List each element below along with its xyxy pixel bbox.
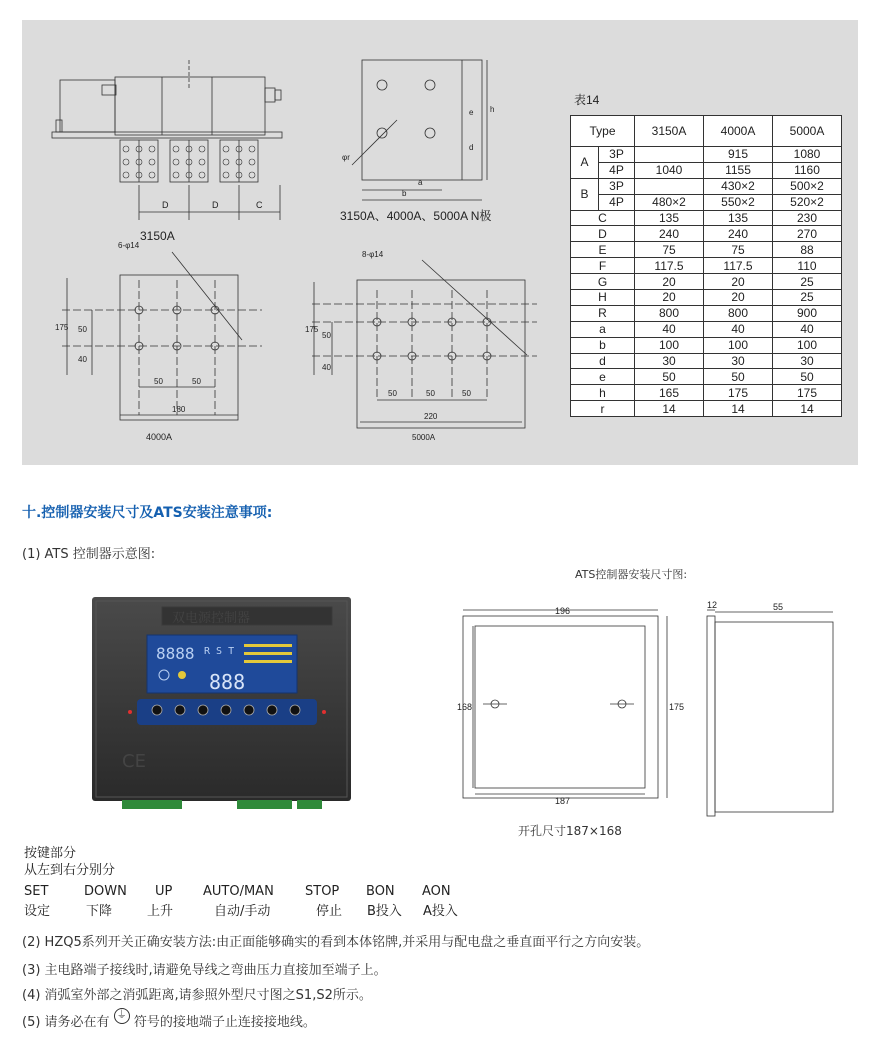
holes-5000a: 8-φ14 bbox=[362, 250, 384, 259]
table-cell: 100 bbox=[635, 337, 704, 353]
note-5 bbox=[22, 1008, 316, 1030]
table-cell: 30 bbox=[773, 353, 842, 369]
table-row bbox=[571, 369, 842, 385]
table-row bbox=[571, 305, 842, 321]
dim-d-label-1: D bbox=[162, 200, 169, 210]
key-zh: 自动/手动 bbox=[214, 904, 271, 919]
keys-subheading: 从左到右分别分 bbox=[24, 863, 116, 878]
table-row bbox=[571, 337, 842, 353]
table-cell: 20 bbox=[704, 290, 773, 306]
key-zh: 上升 bbox=[147, 904, 174, 919]
table-cell: d bbox=[571, 353, 635, 369]
key-en: STOP bbox=[305, 884, 340, 899]
drawing-caption: ATS控制器安装尺寸图: bbox=[575, 568, 688, 581]
table-cell: 20 bbox=[635, 274, 704, 290]
key-zh: 下降 bbox=[86, 904, 113, 919]
table-cell: 14 bbox=[635, 401, 704, 417]
dim-b-label: b bbox=[402, 189, 407, 198]
table-cell bbox=[635, 178, 704, 194]
dim-55: 55 bbox=[773, 602, 784, 612]
table-cell: 135 bbox=[704, 210, 773, 226]
dim-175-4000a: 175 bbox=[55, 323, 69, 332]
key-zh: 设定 bbox=[24, 904, 51, 919]
dim-r-label: φr bbox=[342, 153, 350, 162]
label-5000a: 5000A bbox=[412, 433, 436, 442]
dim-50-vert-4000a: 50 bbox=[78, 325, 87, 334]
dim-40-4000a: 40 bbox=[78, 355, 87, 364]
table-cell bbox=[635, 147, 704, 163]
lcd-digits-2: 888 bbox=[209, 670, 246, 694]
table-cell: 100 bbox=[704, 337, 773, 353]
table-row bbox=[571, 290, 842, 306]
table-cell: D bbox=[571, 226, 635, 242]
table-cell: 40 bbox=[635, 321, 704, 337]
key-en: UP bbox=[155, 884, 173, 899]
dim-50-a-4000a: 50 bbox=[154, 377, 163, 386]
table-cell: 100 bbox=[773, 337, 842, 353]
table-cell: G bbox=[571, 274, 635, 290]
label-4000a: 4000A bbox=[146, 432, 173, 442]
dim-40-5000a: 40 bbox=[322, 363, 331, 372]
table-cell: 110 bbox=[773, 258, 842, 274]
table-row bbox=[571, 385, 842, 401]
key-en: DOWN bbox=[84, 884, 127, 899]
dim-c-label: C bbox=[256, 200, 263, 210]
table-cell: 25 bbox=[773, 290, 842, 306]
table-cell: B bbox=[571, 178, 599, 210]
ats-controller-image bbox=[92, 597, 351, 809]
table-cell: 175 bbox=[704, 385, 773, 401]
table-cell: 520×2 bbox=[773, 194, 842, 210]
table-row bbox=[571, 162, 842, 178]
table-cell: 480×2 bbox=[635, 194, 704, 210]
table-row bbox=[571, 321, 842, 337]
table-cell: b bbox=[571, 337, 635, 353]
dim-h-label: h bbox=[490, 105, 495, 114]
table-cell: h bbox=[571, 385, 635, 401]
note-3: (3) 主电路端子接线时,请避免导线之弯曲压力直接加至端子上。 bbox=[22, 963, 387, 978]
table-row bbox=[571, 401, 842, 417]
table-cell: 270 bbox=[773, 226, 842, 242]
table-cell: 20 bbox=[704, 274, 773, 290]
table-cell: 1155 bbox=[704, 162, 773, 178]
dim-12: 12 bbox=[707, 600, 718, 610]
table-row bbox=[571, 147, 842, 163]
table-cell: 14 bbox=[773, 401, 842, 417]
table-cell: 25 bbox=[773, 274, 842, 290]
table-cell: 240 bbox=[704, 226, 773, 242]
table-cell: r bbox=[571, 401, 635, 417]
note-4: (4) 消弧室外部之消弧距离,请参照外型尺寸图之S1,S2所示。 bbox=[22, 988, 372, 1003]
table-cell: 230 bbox=[773, 210, 842, 226]
table-cell: C bbox=[571, 210, 635, 226]
table-cell: 165 bbox=[635, 385, 704, 401]
table-cell: 50 bbox=[704, 369, 773, 385]
dimension-table bbox=[570, 115, 842, 417]
dim-d-label-2: D bbox=[212, 200, 219, 210]
table-row bbox=[571, 194, 842, 210]
table-cell: 800 bbox=[704, 305, 773, 321]
key-en: AUTO/MAN bbox=[203, 884, 274, 899]
ground-icon: ⏚ bbox=[114, 1008, 130, 1024]
table-cell: R bbox=[571, 305, 635, 321]
table-cell: e bbox=[571, 369, 635, 385]
holes-4000a: 6-φ14 bbox=[118, 241, 140, 250]
table-cell: 430×2 bbox=[704, 178, 773, 194]
cutout-size: 开孔尺寸187×168 bbox=[518, 824, 622, 838]
table-row bbox=[571, 353, 842, 369]
table-cell: A bbox=[571, 147, 599, 179]
table-cell: 175 bbox=[773, 385, 842, 401]
section-title: 十.控制器安装尺寸及ATS安装注意事项: bbox=[22, 505, 273, 521]
table-cell: F bbox=[571, 258, 635, 274]
lcd-rst: R S T bbox=[204, 646, 235, 657]
key-zh: 停止 bbox=[316, 904, 343, 919]
table-cell: 915 bbox=[704, 147, 773, 163]
device-title: 双电源控制器 bbox=[172, 611, 251, 626]
paragraph-1: (1) ATS 控制器示意图: bbox=[22, 547, 156, 562]
table-header-cell: 4000A bbox=[704, 116, 773, 147]
table-cell: 4P bbox=[599, 162, 635, 178]
table-cell: 1040 bbox=[635, 162, 704, 178]
table-cell: 3P bbox=[599, 178, 635, 194]
table-cell: H bbox=[571, 290, 635, 306]
note-5-end: 符号的接地端子止连接接地线。 bbox=[133, 1015, 316, 1030]
table-cell: 30 bbox=[635, 353, 704, 369]
table-cell: a bbox=[571, 321, 635, 337]
dim-a-label: a bbox=[418, 178, 423, 187]
table-row bbox=[571, 258, 842, 274]
table-cell: 88 bbox=[773, 242, 842, 258]
key-legend bbox=[24, 845, 458, 920]
dim-d-small-label: d bbox=[469, 143, 474, 152]
table-cell: 900 bbox=[773, 305, 842, 321]
keys-en-row bbox=[24, 883, 458, 900]
table-cell: 4P bbox=[599, 194, 635, 210]
dim-e-label: e bbox=[469, 108, 474, 117]
table-cell: 30 bbox=[704, 353, 773, 369]
dim-50-b-5000a: 50 bbox=[426, 389, 435, 398]
table-header-cell: 3150A bbox=[635, 116, 704, 147]
table-cell: 117.5 bbox=[635, 258, 704, 274]
table-cell: E bbox=[571, 242, 635, 258]
table-cell: 75 bbox=[635, 242, 704, 258]
dim-175-side: 175 bbox=[669, 702, 685, 712]
device-ce: CE bbox=[122, 751, 146, 772]
dim-220: 220 bbox=[424, 412, 438, 421]
table-cell: 500×2 bbox=[773, 178, 842, 194]
table-cell: 50 bbox=[635, 369, 704, 385]
table-row bbox=[571, 242, 842, 258]
table-cell: 14 bbox=[704, 401, 773, 417]
label-n-pole: 3150A、4000A、5000A N极 bbox=[340, 209, 492, 223]
table-cell: 20 bbox=[635, 290, 704, 306]
table-cell: 40 bbox=[704, 321, 773, 337]
table-cell: 240 bbox=[635, 226, 704, 242]
key-en: SET bbox=[24, 884, 49, 899]
key-zh: B投入 bbox=[367, 904, 402, 919]
lcd-digits: 8888 bbox=[156, 644, 195, 663]
table-header-row bbox=[571, 116, 842, 147]
key-zh: A投入 bbox=[423, 904, 458, 919]
table-cell: 1080 bbox=[773, 147, 842, 163]
table-cell: 800 bbox=[635, 305, 704, 321]
dim-180: 180 bbox=[172, 405, 186, 414]
table-row bbox=[571, 226, 842, 242]
dim-175-5000a: 175 bbox=[305, 325, 319, 334]
key-en: AON bbox=[422, 884, 451, 899]
table-cell: 40 bbox=[773, 321, 842, 337]
keys-heading: 按键部分 bbox=[24, 846, 77, 861]
dim-50-a-5000a: 50 bbox=[388, 389, 397, 398]
table-cell: 117.5 bbox=[704, 258, 773, 274]
note-2: (2) HZQ5系列开关正确安装方法:由正面能够确实的看到本体铭牌,并采用与配电盘之垂直面平行之方向安装。 bbox=[22, 935, 650, 950]
table-cell: 1160 bbox=[773, 162, 842, 178]
dim-50-b-4000a: 50 bbox=[192, 377, 201, 386]
dim-196: 196 bbox=[555, 606, 571, 616]
table-cell: 50 bbox=[773, 369, 842, 385]
table-cell: 550×2 bbox=[704, 194, 773, 210]
table-caption: 表14 bbox=[574, 93, 600, 107]
note-5-start: (5) 请务必在有 bbox=[22, 1015, 110, 1030]
dim-50-c-5000a: 50 bbox=[462, 389, 471, 398]
table-row bbox=[571, 210, 842, 226]
mounting-drawing bbox=[455, 598, 855, 820]
table-cell: 75 bbox=[704, 242, 773, 258]
dim-187: 187 bbox=[555, 796, 571, 806]
table-header-cell: 5000A bbox=[773, 116, 842, 147]
key-en: BON bbox=[366, 884, 395, 899]
table-cell: 3P bbox=[599, 147, 635, 163]
dim-168: 168 bbox=[457, 702, 473, 712]
label-3150a: 3150A bbox=[140, 229, 175, 243]
table-row bbox=[571, 274, 842, 290]
table-header-cell: Type bbox=[571, 116, 635, 147]
keys-zh-row bbox=[24, 903, 458, 920]
table-cell: 135 bbox=[635, 210, 704, 226]
table-row bbox=[571, 178, 842, 194]
dim-50-vert-5000a: 50 bbox=[322, 331, 331, 340]
